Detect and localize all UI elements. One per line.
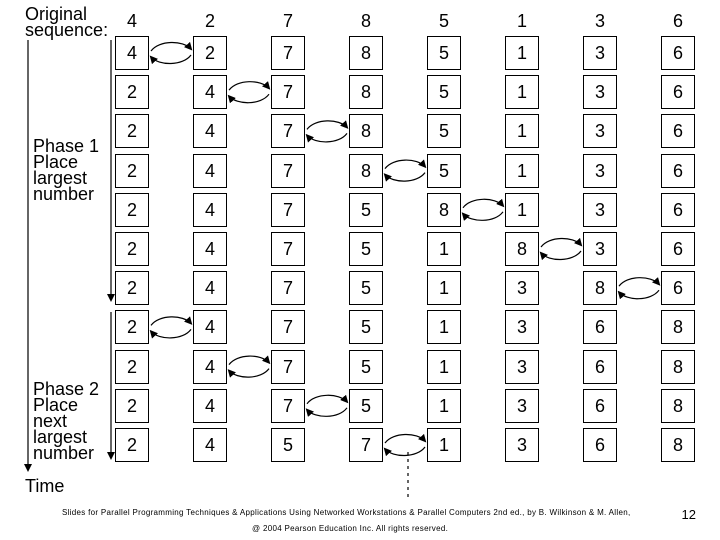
- swap-arrow: [541, 238, 581, 259]
- header-value: 5: [438, 11, 449, 31]
- number-cell: 5: [349, 271, 383, 305]
- number-cell: 8: [505, 232, 539, 266]
- number-cell: 6: [661, 114, 695, 148]
- swap-arrow: [229, 356, 269, 377]
- number-cell: 1: [427, 350, 461, 384]
- number-cell: 3: [583, 75, 617, 109]
- number-cell: 8: [661, 310, 695, 344]
- number-cell: 8: [661, 389, 695, 423]
- number-cell: 6: [661, 232, 695, 266]
- number-cell: 1: [427, 310, 461, 344]
- number-cell: 5: [349, 389, 383, 423]
- swap-arrow: [151, 42, 191, 63]
- number-cell: 7: [271, 389, 305, 423]
- swap-arrow: [307, 121, 347, 142]
- number-cell: 4: [193, 154, 227, 188]
- number-cell: 1: [505, 193, 539, 227]
- number-cell: 5: [427, 154, 461, 188]
- number-cell: 2: [193, 36, 227, 70]
- number-cell: 3: [583, 154, 617, 188]
- number-cell: 3: [583, 114, 617, 148]
- number-cell: 5: [349, 350, 383, 384]
- number-cell: 6: [661, 193, 695, 227]
- swap-arrow: [385, 434, 425, 455]
- swap-arrow: [463, 199, 503, 220]
- number-cell: 1: [427, 389, 461, 423]
- number-cell: 3: [505, 310, 539, 344]
- number-cell: 7: [271, 154, 305, 188]
- number-cell: 7: [271, 36, 305, 70]
- number-cell: 3: [583, 193, 617, 227]
- number-cell: 1: [505, 154, 539, 188]
- number-cell: 5: [427, 36, 461, 70]
- number-cell: 1: [427, 271, 461, 305]
- header-value: 3: [594, 11, 605, 31]
- header-value: 4: [126, 11, 137, 31]
- header-value: 6: [672, 11, 683, 31]
- number-cell: 2: [115, 75, 149, 109]
- number-cell: 7: [271, 271, 305, 305]
- number-cell: 4: [193, 350, 227, 384]
- original-sequence-label: Original sequence:: [25, 4, 109, 40]
- number-cell: 7: [271, 193, 305, 227]
- number-cell: 2: [115, 310, 149, 344]
- number-cell: 3: [583, 36, 617, 70]
- number-cell: 4: [193, 193, 227, 227]
- number-cell: 2: [115, 193, 149, 227]
- number-cell: 2: [115, 271, 149, 305]
- swap-arrow: [151, 317, 191, 338]
- number-cell: 6: [583, 310, 617, 344]
- number-cell: 7: [271, 75, 305, 109]
- number-cell: 3: [505, 350, 539, 384]
- time-label: Time: [25, 476, 65, 496]
- number-cell: 1: [427, 232, 461, 266]
- number-cell: 8: [349, 75, 383, 109]
- number-cell: 5: [349, 193, 383, 227]
- number-cell: 2: [115, 350, 149, 384]
- number-cell: 5: [271, 428, 305, 462]
- number-cell: 8: [349, 36, 383, 70]
- number-cell: 1: [505, 75, 539, 109]
- number-cell: 2: [115, 154, 149, 188]
- swap-arrow: [307, 395, 347, 416]
- number-cell: 4: [193, 75, 227, 109]
- number-cell: 1: [505, 114, 539, 148]
- phase2-label: Phase 2 Place next largest number: [33, 379, 100, 463]
- number-cell: 5: [427, 75, 461, 109]
- number-cell: 1: [427, 428, 461, 462]
- header-value: 7: [282, 11, 293, 31]
- number-cell: 6: [583, 389, 617, 423]
- number-cell: 7: [349, 428, 383, 462]
- number-cell: 7: [271, 310, 305, 344]
- number-cell: 2: [115, 389, 149, 423]
- number-cell: 6: [661, 36, 695, 70]
- number-cell: 6: [583, 428, 617, 462]
- number-cell: 8: [661, 428, 695, 462]
- number-cell: 3: [505, 389, 539, 423]
- number-cell: 4: [193, 389, 227, 423]
- header-value: 1: [516, 11, 527, 31]
- number-cell: 8: [349, 114, 383, 148]
- number-cell: 2: [115, 428, 149, 462]
- header-value: 8: [360, 11, 371, 31]
- number-cell: 6: [583, 350, 617, 384]
- number-cell: 6: [661, 75, 695, 109]
- number-cell: 5: [349, 310, 383, 344]
- number-cell: 8: [427, 193, 461, 227]
- number-cell: 8: [349, 154, 383, 188]
- number-cell: 4: [193, 428, 227, 462]
- number-cell: 3: [505, 428, 539, 462]
- number-cell: 4: [193, 114, 227, 148]
- number-cell: 6: [661, 154, 695, 188]
- number-cell: 4: [193, 232, 227, 266]
- header-value: 2: [204, 11, 215, 31]
- footer-credit: Slides for Parallel Programming Techniques & Applications Using Networked Workstations & Parallel Computers 2nd ed., by B. Wilkinson & M. Allen,: [62, 508, 631, 517]
- number-cell: 5: [427, 114, 461, 148]
- phase1-label: Phase 1 Place largest number: [33, 136, 100, 204]
- swap-arrow: [229, 82, 269, 103]
- number-cell: 5: [349, 232, 383, 266]
- number-cell: 7: [271, 232, 305, 266]
- number-cell: 4: [193, 271, 227, 305]
- number-cell: 3: [583, 232, 617, 266]
- number-cell: 4: [193, 310, 227, 344]
- number-cell: 7: [271, 114, 305, 148]
- number-cell: 4: [115, 36, 149, 70]
- footer-copyright: @ 2004 Pearson Education Inc. All rights reserved.: [252, 524, 449, 533]
- number-cell: 2: [115, 232, 149, 266]
- number-cell: 8: [661, 350, 695, 384]
- number-cell: 3: [505, 271, 539, 305]
- number-cell: 1: [505, 36, 539, 70]
- swap-arrow: [385, 160, 425, 181]
- number-cell: 6: [661, 271, 695, 305]
- swap-arrow: [619, 278, 659, 299]
- number-cell: 8: [583, 271, 617, 305]
- number-cell: 2: [115, 114, 149, 148]
- number-cell: 7: [271, 350, 305, 384]
- page-number: 12: [681, 507, 696, 522]
